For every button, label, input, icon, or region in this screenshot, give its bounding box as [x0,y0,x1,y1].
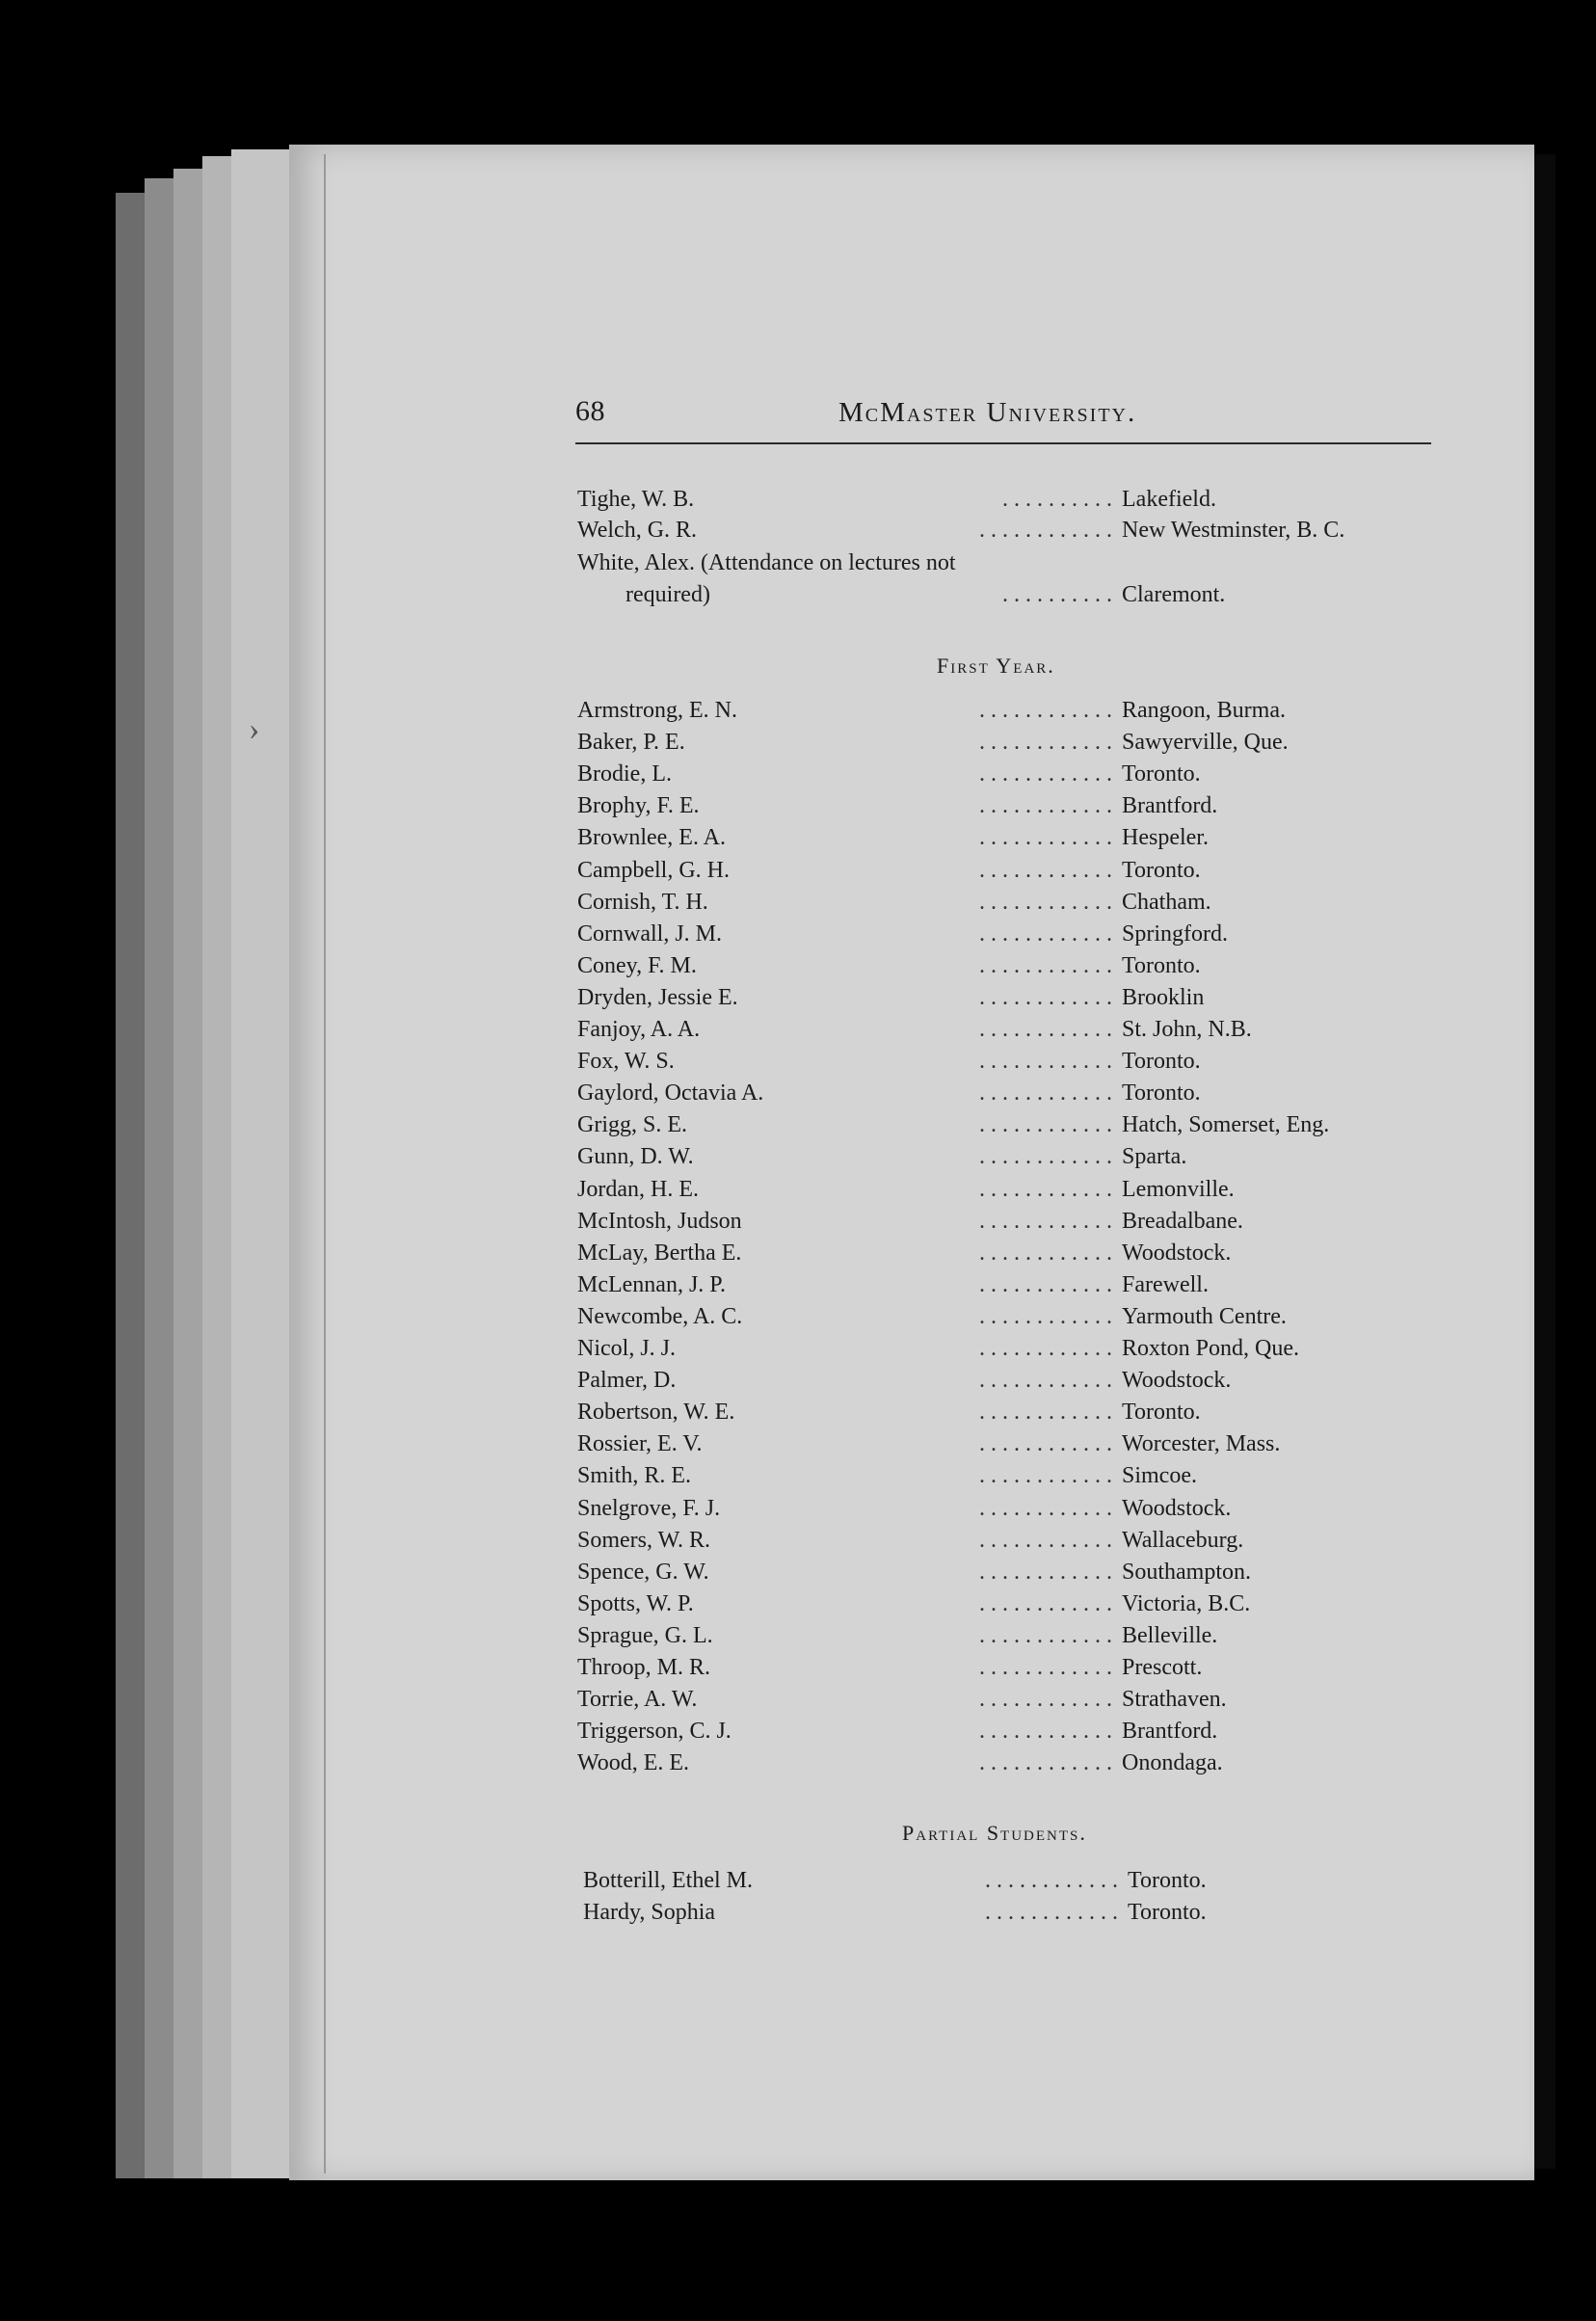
leader-dots: . . . . . . . . . . . . [979,1112,1112,1138]
student-place: Woodstock. [1122,1368,1232,1394]
student-place: Strathaven. [1122,1687,1227,1713]
student-name: Armstrong, E. N. [577,698,737,723]
student-place: Sawyerville, Que. [1122,730,1289,756]
leader-dots: . . . . . . . . . . . . [979,1368,1112,1394]
student-place: Toronto. [1122,1080,1201,1107]
leader-dots: . . . . . . . . . . . . [979,1655,1112,1680]
leader-dots: . . . . . . . . . . . . [979,1463,1112,1489]
student-place: Chatham. [1122,889,1211,915]
student-place: Toronto. [1122,761,1201,787]
leader-dots: . . . . . . . . . . . . [979,1495,1112,1521]
student-place: New Westminster, B. C. [1122,518,1345,543]
list-item [577,1365,1445,1396]
note-line: White, Alex. (Attendance on lectures not [577,550,956,575]
student-name: Torrie, A. W. [577,1687,698,1713]
list-item [577,1301,1445,1332]
student-name: Grigg, S. E. [577,1112,687,1138]
leader-dots: . . . . . . . . . . . . [979,984,1112,1010]
student-place: Brooklin [1122,984,1205,1010]
student-name: Rossier, E. V. [577,1431,703,1457]
list-item [577,1174,1445,1205]
list-item [577,887,1445,918]
student-name: Brophy, F. E. [577,793,700,819]
student-place: Victoria, B.C. [1122,1590,1251,1616]
leader-dots: . . . . . . . . . . . . [979,1049,1112,1075]
page-number: 68 [575,395,605,427]
list-item [577,1238,1445,1268]
student-place: Belleville. [1122,1622,1218,1648]
leader-dots: . . . . . . . . . . . . [979,1271,1112,1297]
student-place: Toronto. [1128,1868,1207,1893]
student-name: Baker, P. E. [577,730,685,756]
list-item [577,484,1445,515]
list-item [625,579,1445,610]
student-name: Fanjoy, A. A. [577,1017,701,1042]
leader-dots: . . . . . . . . . . . . [979,1719,1112,1745]
leader-dots: . . . . . . . . . . . . [979,1240,1112,1266]
leader-dots: . . . . . . . . . . . . [979,1080,1112,1107]
header-rule [575,442,1431,444]
student-place: Toronto. [1122,1400,1201,1426]
student-place: Rangoon, Burma. [1122,698,1286,723]
list-item [577,1109,1445,1140]
page-header [575,395,1433,443]
leader-dots: . . . . . . . . . . . . [985,1900,1118,1925]
leader-dots: . . . . . . . . . . . . [979,698,1112,723]
student-name: Campbell, G. H. [577,857,730,883]
page-stack-edge [231,149,289,2178]
student-name: Gunn, D. W. [577,1144,694,1170]
leader-dots: . . . . . . . . . . . . [979,1622,1112,1648]
leader-dots: . . . . . . . . . . . . [979,825,1112,851]
list-item [577,695,1445,726]
student-place: Springford. [1122,920,1228,947]
leader-dots: . . . . . . . . . . . . [979,1400,1112,1426]
student-name: Wood, E. E. [577,1750,690,1776]
student-name: Coney, F. M. [577,952,697,978]
list-item [577,1493,1445,1524]
leader-dots: . . . . . . . . . . . . [979,1590,1112,1616]
list-item [577,982,1445,1013]
list-item [577,950,1445,981]
page-border-line [324,154,326,2174]
student-name: Tighe, W. B. [577,487,695,512]
student-name: Nicol, J. J. [577,1336,676,1361]
student-name: Dryden, Jessie E. [577,984,738,1010]
list-item [577,1333,1445,1364]
student-name: Spence, G. W. [577,1559,709,1585]
student-place: Woodstock. [1122,1240,1232,1266]
list-item [577,790,1445,821]
student-name: Brownlee, E. A. [577,825,726,851]
student-place: Hatch, Somerset, Eng. [1122,1112,1330,1138]
student-place: Toronto. [1122,857,1201,883]
list-item [577,1397,1445,1427]
student-name: Botterill, Ethel M. [583,1868,753,1893]
student-name: Brodie, L. [577,761,672,787]
leader-dots: . . . . . . . . . . . . [979,761,1112,787]
student-name: Somers, W. R. [577,1527,711,1553]
student-name: Snelgrove, F. J. [577,1495,721,1521]
running-head: McMaster University. [838,397,1137,428]
leader-dots: . . . . . . . . . . . . [979,1431,1112,1457]
leader-dots: . . . . . . . . . . . . [979,1176,1112,1202]
student-place: Sparta. [1122,1144,1187,1170]
leader-dots: . . . . . . . . . . . . [979,793,1112,819]
list-item [577,1460,1445,1491]
list-item [577,1747,1445,1778]
student-name: Jordan, H. E. [577,1176,699,1202]
student-place: Simcoe. [1122,1463,1197,1489]
student-name: Fox, W. S. [577,1049,675,1075]
section-heading-partial-students: Partial Students. [902,1821,1087,1845]
list-item [577,1269,1445,1300]
student-name: Throop, M. R. [577,1655,710,1680]
list-item [577,1716,1445,1747]
leader-dots: . . . . . . . . . . . . [979,1144,1112,1170]
student-place: Lemonville. [1122,1176,1235,1202]
list-item [577,855,1445,886]
leader-dots: . . . . . . . . . . . . [979,1208,1112,1234]
list-item [577,1141,1445,1172]
note-continuation: required) [625,582,710,607]
student-name: Robertson, W. E. [577,1400,735,1426]
student-place: Southampton. [1122,1559,1252,1585]
leader-dots: . . . . . . . . . . . . [979,730,1112,756]
list-item [577,1652,1445,1683]
student-name: Smith, R. E. [577,1463,692,1489]
leader-dots: . . . . . . . . . . . . [979,1687,1112,1713]
leader-dots: . . . . . . . . . . . . [979,889,1112,915]
list-item [577,1684,1445,1715]
student-place: Onondaga. [1122,1750,1223,1776]
margin-mark: › [249,711,260,747]
list-item [577,515,1445,546]
list-item [583,1865,1450,1896]
leader-dots: . . . . . . . . . . . . [979,518,1112,543]
list-item [577,919,1445,949]
student-place: Yarmouth Centre. [1122,1303,1287,1329]
student-name: McLennan, J. P. [577,1271,726,1297]
leader-dots: . . . . . . . . . . . . [979,920,1112,947]
student-name: Sprague, G. L. [577,1622,713,1648]
section-heading-first-year: First Year. [937,654,1055,678]
student-place: Woodstock. [1122,1495,1232,1521]
leader-dots: . . . . . . . . . . . . [985,1868,1118,1893]
leader-dots: . . . . . . . . . . . . [979,1017,1112,1042]
leader-dots: . . . . . . . . . . . . [979,952,1112,978]
list-item [577,822,1445,853]
list-item [577,1620,1445,1651]
leader-dots: . . . . . . . . . . . . [979,1559,1112,1585]
student-name: Welch, G. R. [577,518,698,543]
student-place: St. John, N.B. [1122,1017,1252,1042]
student-name: Cornwall, J. M. [577,920,722,947]
list-item [583,1897,1450,1928]
student-place: Claremont. [1122,582,1226,607]
student-place: Toronto. [1128,1900,1207,1925]
list-item [577,727,1445,758]
leader-dots: . . . . . . . . . . . . [979,857,1112,883]
leader-dots: . . . . . . . . . . . . [979,1527,1112,1553]
student-name: Spotts, W. P. [577,1590,694,1616]
list-item [577,1206,1445,1237]
student-name: McIntosh, Judson [577,1208,742,1234]
list-item [577,1588,1445,1619]
student-place: Worcester, Mass. [1122,1431,1281,1457]
leader-dots: . . . . . . . . . . . . [979,1750,1112,1776]
student-name: Gaylord, Octavia A. [577,1080,764,1107]
leader-dots: . . . . . . . . . . [1002,487,1112,512]
student-place: Toronto. [1122,1049,1201,1075]
right-dark-edge [1534,154,1556,2169]
student-place: Wallaceburg. [1122,1527,1244,1553]
list-item [577,1428,1445,1459]
list-item [577,1078,1445,1108]
leader-dots: . . . . . . . . . . [1002,582,1112,607]
list-item [577,1557,1445,1587]
student-place: Lakefield. [1122,487,1216,512]
list-item [577,1014,1445,1045]
bottom-dark-edge [116,2180,1596,2321]
student-place: Brantford. [1122,1719,1218,1745]
student-name: Triggerson, C. J. [577,1719,732,1745]
student-name: Newcombe, A. C. [577,1303,743,1329]
list-item [577,1525,1445,1556]
leader-dots: . . . . . . . . . . . . [979,1336,1112,1361]
student-name: McLay, Bertha E. [577,1240,742,1266]
student-place: Farewell. [1122,1271,1209,1297]
student-place: Roxton Pond, Que. [1122,1336,1300,1361]
student-place: Hespeler. [1122,825,1209,851]
student-name: Palmer, D. [577,1368,677,1394]
student-place: Toronto. [1122,952,1201,978]
list-item [577,759,1445,789]
student-place: Breadalbane. [1122,1208,1243,1234]
student-name: Hardy, Sophia [583,1900,716,1925]
student-name: Cornish, T. H. [577,889,708,915]
student-place: Prescott. [1122,1655,1203,1680]
leader-dots: . . . . . . . . . . . . [979,1303,1112,1329]
list-item [577,1046,1445,1077]
student-place: Brantford. [1122,793,1218,819]
